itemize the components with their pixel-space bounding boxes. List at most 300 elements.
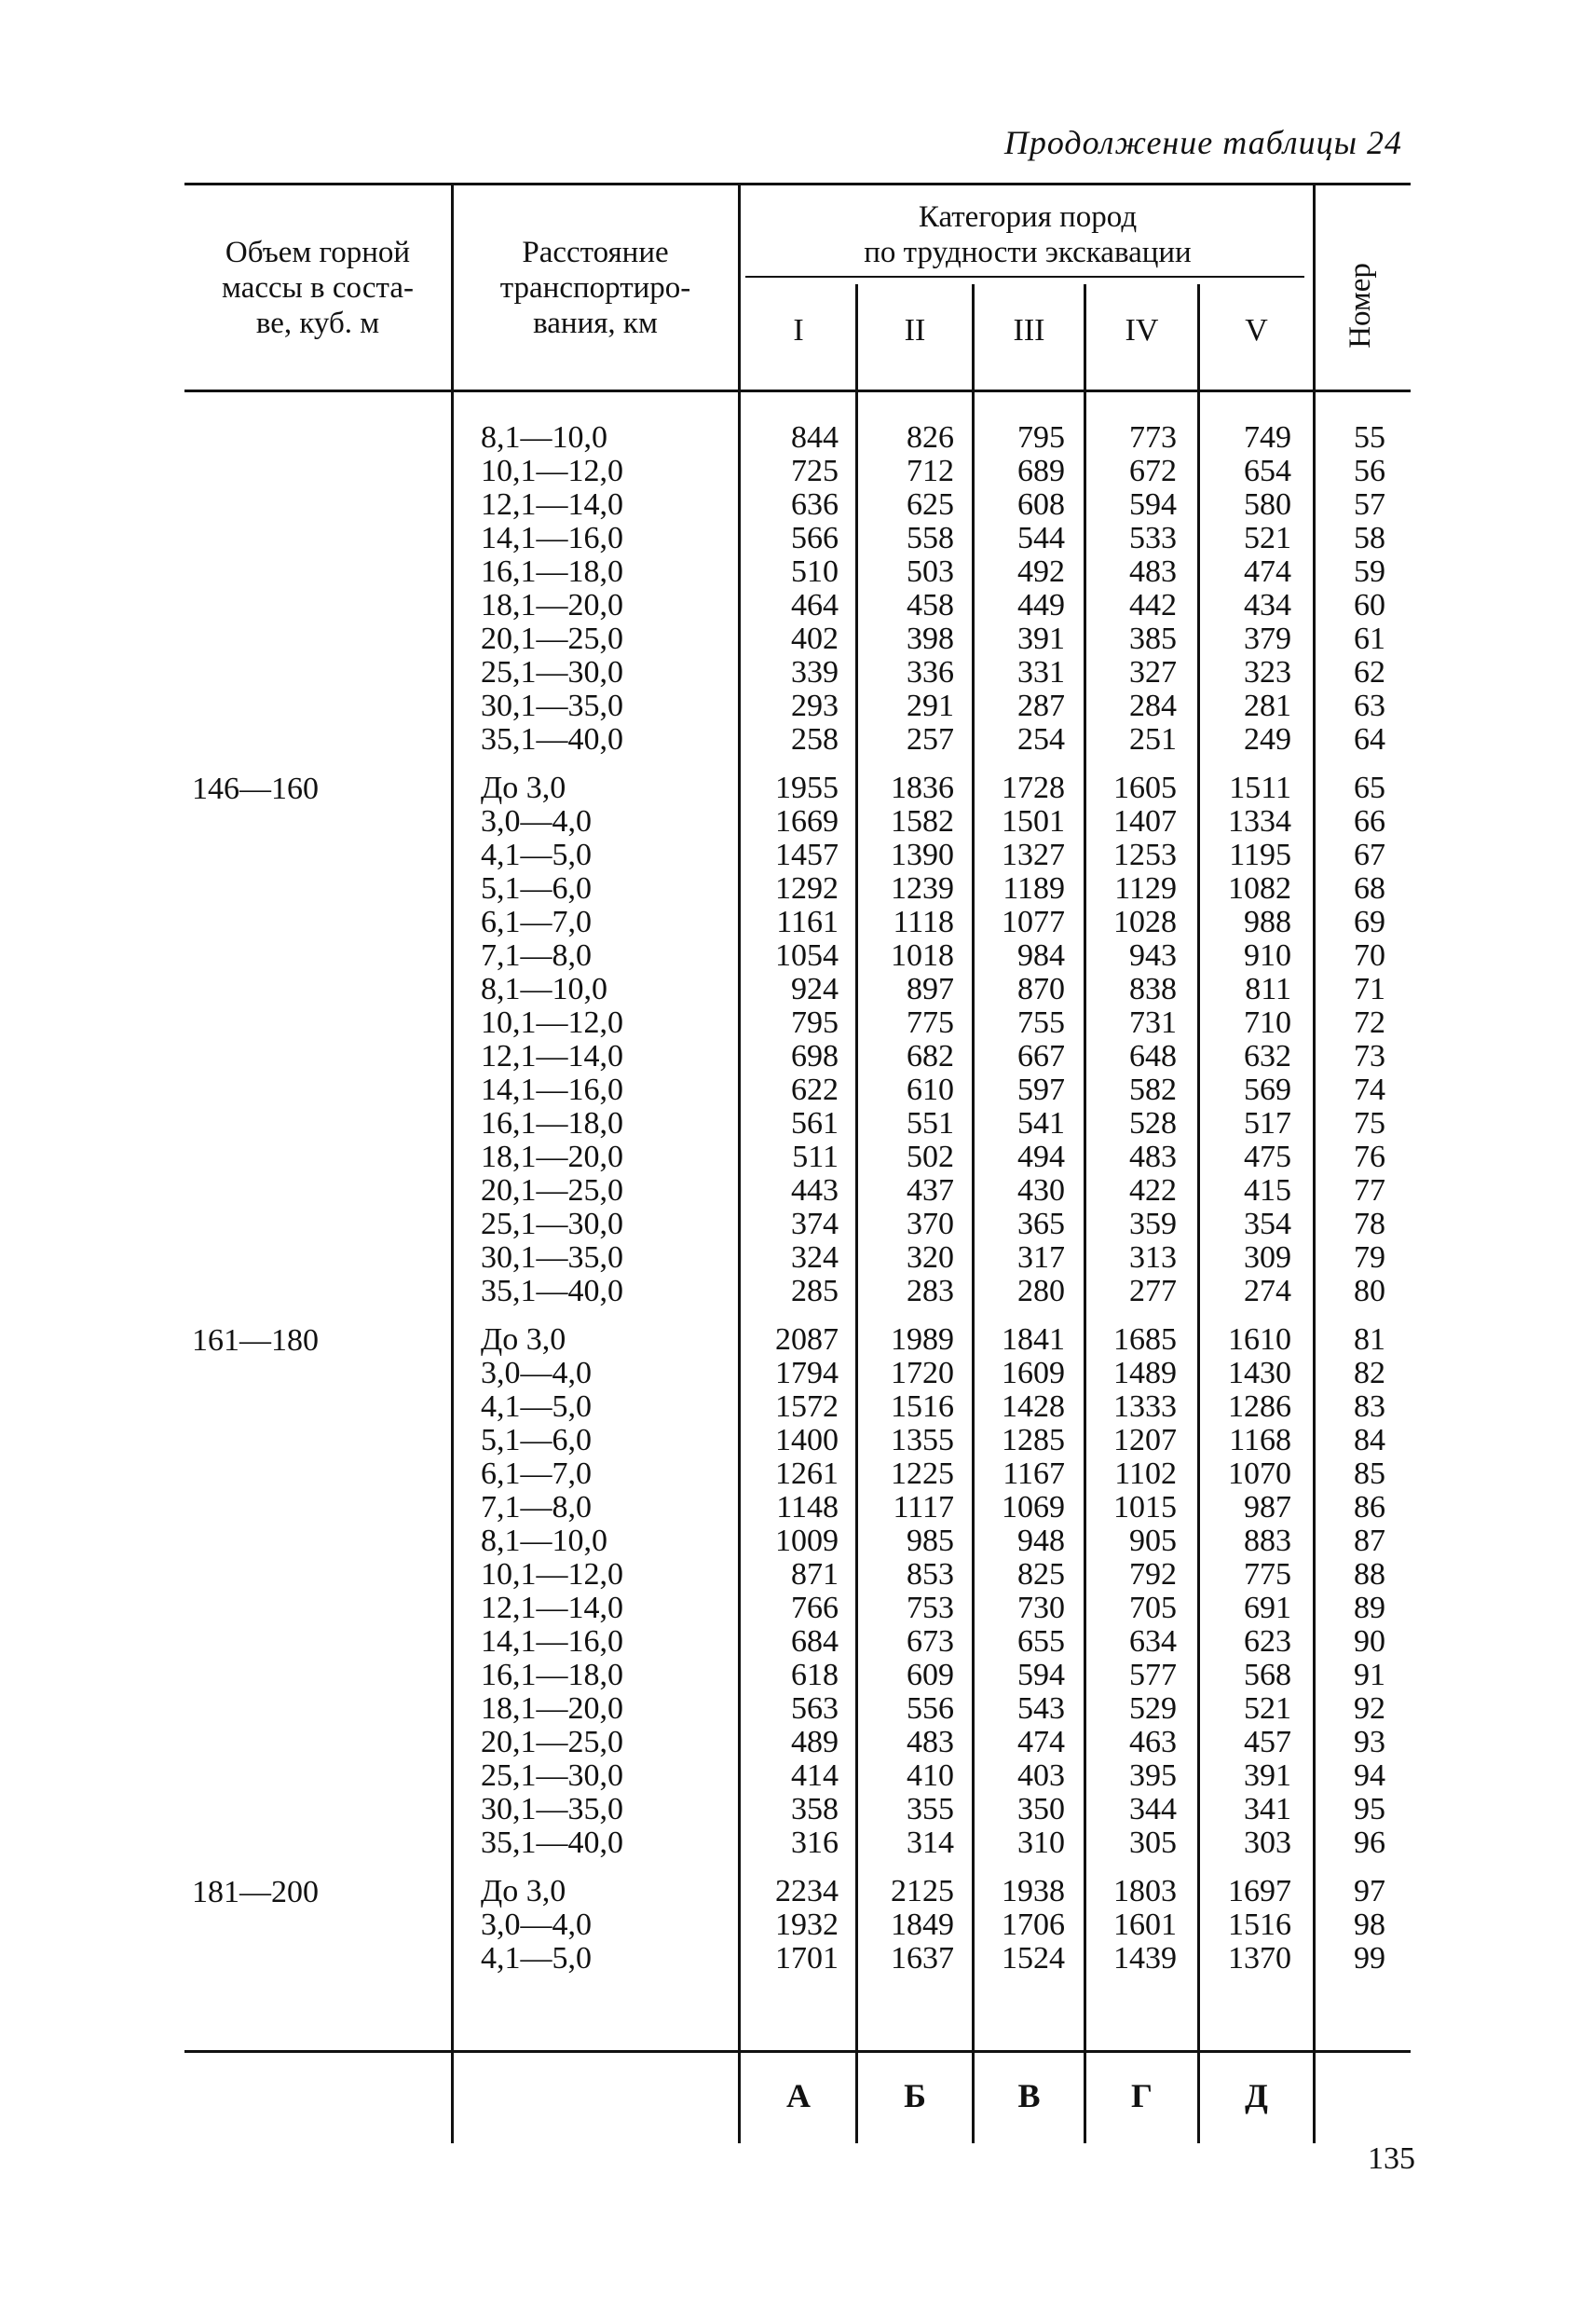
value-cell: 795 <box>791 1005 839 1040</box>
row-number-cell: 77 <box>1354 1173 1385 1208</box>
value-cell: 905 <box>1129 1524 1177 1558</box>
footer-letter-v: В <box>1017 2077 1041 2114</box>
value-cell: 274 <box>1244 1274 1291 1308</box>
value-cell: 1069 <box>1002 1490 1065 1525</box>
value-cell: 698 <box>791 1039 839 1073</box>
category-label-4: IV <box>1125 313 1159 348</box>
row-number-cell: 87 <box>1354 1524 1385 1558</box>
value-cell: 2234 <box>775 1874 839 1908</box>
value-cell: 1167 <box>1003 1456 1065 1491</box>
header-distance <box>453 235 738 341</box>
value-cell: 948 <box>1017 1524 1065 1558</box>
row-number-cell: 71 <box>1354 972 1385 1006</box>
value-cell: 344 <box>1129 1792 1177 1826</box>
value-cell: 303 <box>1244 1826 1291 1860</box>
value-cell: 350 <box>1017 1792 1065 1826</box>
header-category-line: Категория пород <box>918 200 1138 234</box>
value-cell: 1327 <box>1002 838 1065 872</box>
value-cell: 1720 <box>891 1356 954 1390</box>
value-cell: 755 <box>1017 1005 1065 1040</box>
value-cell: 331 <box>1017 655 1065 690</box>
value-cell: 2087 <box>775 1322 839 1357</box>
header-volume-line: ве, куб. м <box>255 307 380 340</box>
value-cell: 541 <box>1017 1106 1065 1141</box>
value-cell: 517 <box>1244 1106 1291 1141</box>
value-cell: 844 <box>791 420 839 455</box>
row-number-cell: 99 <box>1354 1941 1385 1976</box>
value-cell: 1849 <box>891 1908 954 1942</box>
value-cell: 1054 <box>775 938 839 973</box>
value-cell: 341 <box>1244 1792 1291 1826</box>
value-cell: 1989 <box>891 1322 954 1357</box>
row-number-cell: 78 <box>1354 1207 1385 1241</box>
category-label-3: III <box>1013 313 1045 348</box>
value-cell: 654 <box>1244 454 1291 488</box>
row-number-cell: 57 <box>1354 487 1385 522</box>
value-cell: 1018 <box>891 938 954 973</box>
value-cell: 673 <box>907 1624 954 1659</box>
value-cell: 1794 <box>775 1356 839 1390</box>
row-number-cell: 93 <box>1354 1725 1385 1759</box>
footer-letter-b: Б <box>904 2077 926 2114</box>
row-number-cell: 60 <box>1354 588 1385 622</box>
value-cell: 561 <box>791 1106 839 1141</box>
row-number-cell: 73 <box>1354 1039 1385 1073</box>
value-cell: 358 <box>791 1792 839 1826</box>
value-cell: 1637 <box>891 1941 954 1976</box>
value-cell: 1524 <box>1002 1941 1065 1976</box>
value-cell: 1605 <box>1113 771 1177 805</box>
value-cell: 775 <box>907 1005 954 1040</box>
value-cell: 494 <box>1017 1140 1065 1174</box>
value-cell: 280 <box>1017 1274 1065 1308</box>
value-cell: 1129 <box>1114 871 1177 906</box>
value-cell: 1292 <box>775 871 839 906</box>
value-cell: 1195 <box>1229 838 1291 872</box>
value-cell: 443 <box>791 1173 839 1208</box>
value-cell: 1428 <box>1002 1389 1065 1424</box>
value-cell: 608 <box>1017 487 1065 522</box>
value-cell: 464 <box>791 588 839 622</box>
value-cell: 415 <box>1244 1173 1291 1208</box>
value-cell: 529 <box>1129 1691 1177 1726</box>
category-label-5: V <box>1245 313 1268 348</box>
row-number-cell: 76 <box>1354 1140 1385 1174</box>
value-cell: 580 <box>1244 487 1291 522</box>
value-cell: 1439 <box>1113 1941 1177 1976</box>
category-label-2: II <box>904 313 926 348</box>
row-number-cell: 85 <box>1354 1456 1385 1491</box>
value-cell: 569 <box>1244 1073 1291 1107</box>
header-volume-line: Объем горной <box>225 236 411 269</box>
value-cell: 1511 <box>1229 771 1291 805</box>
row-number-cell: 67 <box>1354 838 1385 872</box>
value-cell: 811 <box>1245 972 1291 1006</box>
value-cell: 689 <box>1017 454 1065 488</box>
value-cell: 1333 <box>1113 1389 1177 1424</box>
value-cell: 883 <box>1244 1524 1291 1558</box>
value-cell: 324 <box>791 1240 839 1275</box>
value-cell: 320 <box>907 1240 954 1275</box>
value-cell: 323 <box>1244 655 1291 690</box>
value-cell: 391 <box>1244 1758 1291 1793</box>
row-number-cell: 61 <box>1354 622 1385 656</box>
row-number-cell: 89 <box>1354 1591 1385 1625</box>
value-cell: 1285 <box>1002 1423 1065 1457</box>
value-cell: 1938 <box>1002 1874 1065 1908</box>
row-number-cell: 79 <box>1354 1240 1385 1275</box>
value-cell: 483 <box>907 1725 954 1759</box>
row-number-cell: 95 <box>1354 1792 1385 1826</box>
value-cell: 1407 <box>1113 804 1177 839</box>
value-cell: 1225 <box>891 1456 954 1491</box>
value-cell: 502 <box>907 1140 954 1174</box>
value-cell: 458 <box>907 588 954 622</box>
value-cell: 1355 <box>891 1423 954 1457</box>
value-cell: 985 <box>907 1524 954 1558</box>
value-cell: 1685 <box>1113 1322 1177 1357</box>
value-cell: 712 <box>907 454 954 488</box>
footer-letter-d: Д <box>1245 2077 1268 2114</box>
body-bottom-rule <box>184 2050 1411 2053</box>
value-cell: 359 <box>1129 1207 1177 1241</box>
header-volume-line: массы в соста- <box>222 271 414 305</box>
row-number-cell: 98 <box>1354 1908 1385 1942</box>
value-cell: 370 <box>907 1207 954 1241</box>
value-cell: 597 <box>1017 1073 1065 1107</box>
value-cell: 521 <box>1244 1691 1291 1726</box>
value-cell: 731 <box>1129 1005 1177 1040</box>
row-number-cell: 62 <box>1354 655 1385 690</box>
header-distance-line: Расстояние <box>522 236 669 269</box>
value-cell: 655 <box>1017 1624 1065 1659</box>
row-number-cell: 82 <box>1354 1356 1385 1390</box>
value-cell: 551 <box>907 1106 954 1141</box>
value-cell: 1102 <box>1114 1456 1177 1491</box>
value-cell: 379 <box>1244 622 1291 656</box>
row-number-cell: 56 <box>1354 454 1385 488</box>
value-cell: 284 <box>1129 689 1177 723</box>
value-cell: 870 <box>1017 972 1065 1006</box>
value-cell: 577 <box>1129 1658 1177 1692</box>
row-number-cell: 74 <box>1354 1073 1385 1107</box>
row-number-cell: 75 <box>1354 1106 1385 1141</box>
header-distance-line: транспортиро- <box>499 271 691 305</box>
row-number-cell: 81 <box>1354 1322 1385 1357</box>
value-cell: 1701 <box>775 1941 839 1976</box>
value-cell: 1082 <box>1228 871 1291 906</box>
value-cell: 594 <box>1129 487 1177 522</box>
row-number-cell: 58 <box>1354 521 1385 555</box>
value-cell: 1457 <box>775 838 839 872</box>
value-cell: 483 <box>1129 554 1177 589</box>
value-cell: 1841 <box>1002 1322 1065 1357</box>
row-number-cell: 63 <box>1354 689 1385 723</box>
value-cell: 457 <box>1244 1725 1291 1759</box>
value-cell: 281 <box>1244 689 1291 723</box>
value-cell: 1253 <box>1113 838 1177 872</box>
header-bottom-rule <box>184 390 1411 392</box>
value-cell: 766 <box>791 1591 839 1625</box>
value-cell: 1239 <box>891 871 954 906</box>
value-cell: 853 <box>907 1557 954 1592</box>
value-cell: 1501 <box>1002 804 1065 839</box>
value-cell: 1836 <box>891 771 954 805</box>
value-cell: 792 <box>1129 1557 1177 1592</box>
value-cell: 1430 <box>1228 1356 1291 1390</box>
value-cell: 310 <box>1017 1826 1065 1860</box>
value-cell: 257 <box>907 722 954 757</box>
value-cell: 775 <box>1244 1557 1291 1592</box>
header-category-line: по трудности экскавации <box>864 236 1192 269</box>
value-cell: 313 <box>1129 1240 1177 1275</box>
value-cell: 430 <box>1017 1173 1065 1208</box>
value-cell: 414 <box>791 1758 839 1793</box>
value-cell: 254 <box>1017 722 1065 757</box>
document-page: Продолжение таблицы 24 Объем горной массы в соста- ве, куб. м Расстояние транспортиро- вания, км Категория пород по трудности экскавации I II III IV V Номер 146—160 161—180 181—200 8,1—10,0 10,1—12,0 12,1—14,0 14,1—16,0 16,1—18,0 18,1—20,0 20,1—25,0 25,1—30,0 30,1—35,0 35,1—40,0 До 3,0 3,0—4,0 4,1—5,0 5,1—6,0 6,1—7,0 7,1—8,0 8,1—10,0 10,1—12,0 12,1—14,0 14,1—16,0 16,1—18,0 18,1—20,0 20,1—25,0 25,1—30,0 30,1—35,0 35,1—40,0 До 3,0 3,0—4,0 4,1—5,0 5,1—6,0 6,1—7,0 7,1—8,0 8,1—10,0 10,1—12,0 12,1—14,0 14,1—16,0 16,1—18,0 18,1—20,0 20,1—25,0 25,1—30,0 30,1—35,0 35,1—40,0 До 3,0 3,0—4,0 4,1—5,0 844 725 636 566 510 464 402 339 293 258 1955 1669 1457 1292 1161 1054 924 795 698 622 561 511 443 374 324 285 2087 1794 1572 1400 1261 1148 1009 871 766 684 618 563 489 414 358 316 2234 1932 1701 826 712 625 558 503 458 398 336 291 257 1836 1582 1390 1239 1118 1018 897 775 682 610 551 502 437 370 320 283 1989 1720 1516 1355 1225 1117 985 853 753 673 609 556 483 410 355 314 2125 1849 1637 795 689 608 544 492 449 391 331 287 254 1728 1501 1327 1189 1077 984 870 755 667 597 541 494 430 365 317 280 1841 1609 1428 1285 1167 1069 948 825 730 655 594 543 474 403 350 310 1938 1706 1524 773 672 594 533 483 442 385 327 284 251 1605 1407 1253 1129 1028 943 838 731 648 582 528 483 422 359 313 277 1685 1489 1333 1207 1102 1015 905 792 705 634 577 529 463 395 344 305 1803 1601 1439 749 654 580 521 474 434 379 323 281 249 1511 1334 1195 1082 988 910 811 710 632 569 517 475 415 354 309 274 1610 1430 1286 1168 1070 987 883 775 691 623 568 521 457 391 341 303 1697 1516 1370 55 56 57 58 59 60 61 62 63 64 65 66 67 68 69 70 71 72 73 74 75 76 77 78 79 80 81 82 83 84 85 86 87 88 89 90 91 92 93 94 95 96 97 98 99 А Б В Г Д 135 <box>0 0 1596 2311</box>
value-cell: 402 <box>791 622 839 656</box>
value-cell: 558 <box>907 521 954 555</box>
value-cell: 309 <box>1244 1240 1291 1275</box>
value-cell: 291 <box>907 689 954 723</box>
value-cell: 648 <box>1129 1039 1177 1073</box>
row-number-cell: 94 <box>1354 1758 1385 1793</box>
value-cell: 1028 <box>1113 905 1177 939</box>
value-cell: 510 <box>791 554 839 589</box>
value-cell: 442 <box>1129 588 1177 622</box>
value-cell: 463 <box>1129 1725 1177 1759</box>
value-cell: 924 <box>791 972 839 1006</box>
volume-range: 146—160 <box>192 772 319 806</box>
value-cell: 474 <box>1017 1725 1065 1759</box>
col-divider-cat-1 <box>855 284 858 2143</box>
row-number-cell: 88 <box>1354 1557 1385 1592</box>
value-cell: 691 <box>1244 1591 1291 1625</box>
value-cell: 623 <box>1244 1624 1291 1659</box>
value-cell: 365 <box>1017 1207 1065 1241</box>
value-cell: 314 <box>907 1826 954 1860</box>
value-cell: 283 <box>907 1274 954 1308</box>
value-cell: 1070 <box>1228 1456 1291 1491</box>
value-cell: 749 <box>1244 420 1291 455</box>
row-number-cell: 80 <box>1354 1274 1385 1308</box>
value-cell: 287 <box>1017 689 1065 723</box>
value-cell: 1697 <box>1228 1874 1291 1908</box>
value-cell: 1669 <box>775 804 839 839</box>
footer-letter-g: Г <box>1131 2077 1153 2114</box>
row-number-cell: 86 <box>1354 1490 1385 1525</box>
page-number: 135 <box>1368 2141 1415 2176</box>
value-cell: 1161 <box>776 905 839 939</box>
row-number-cell: 69 <box>1354 905 1385 939</box>
value-cell: 795 <box>1017 420 1065 455</box>
value-cell: 622 <box>791 1073 839 1107</box>
value-cell: 391 <box>1017 622 1065 656</box>
value-cell: 374 <box>791 1207 839 1241</box>
category-label-1: I <box>793 313 804 348</box>
value-cell: 1610 <box>1228 1322 1291 1357</box>
value-cell: 568 <box>1244 1658 1291 1692</box>
row-number-cell: 72 <box>1354 1005 1385 1040</box>
value-cell: 503 <box>907 554 954 589</box>
value-cell: 1582 <box>891 804 954 839</box>
value-cell: 566 <box>791 521 839 555</box>
row-number-cell: 65 <box>1354 771 1385 805</box>
value-cell: 483 <box>1129 1140 1177 1174</box>
value-cell: 336 <box>907 655 954 690</box>
value-cell: 988 <box>1244 905 1291 939</box>
value-cell: 773 <box>1129 420 1177 455</box>
value-cell: 293 <box>791 689 839 723</box>
volume-range: 181—200 <box>192 1875 319 1909</box>
row-number-cell: 92 <box>1354 1691 1385 1726</box>
value-cell: 987 <box>1244 1490 1291 1525</box>
value-cell: 1706 <box>1002 1908 1065 1942</box>
value-cell: 339 <box>791 655 839 690</box>
value-cell: 354 <box>1244 1207 1291 1241</box>
value-cell: 625 <box>907 487 954 522</box>
value-cell: 594 <box>1017 1658 1065 1692</box>
row-number-cell: 96 <box>1354 1826 1385 1860</box>
value-cell: 437 <box>907 1173 954 1208</box>
row-number-cell: 70 <box>1354 938 1385 973</box>
value-cell: 910 <box>1244 938 1291 973</box>
value-cell: 610 <box>907 1073 954 1107</box>
value-cell: 1148 <box>776 1490 839 1525</box>
value-cell: 511 <box>792 1140 839 1174</box>
row-number-cell: 66 <box>1354 804 1385 839</box>
footer-letter-a: А <box>786 2077 811 2114</box>
value-cell: 1009 <box>775 1524 839 1558</box>
value-cell: 730 <box>1017 1591 1065 1625</box>
value-cell: 1168 <box>1229 1423 1291 1457</box>
value-cell: 1207 <box>1113 1423 1177 1457</box>
value-cell: 1572 <box>775 1389 839 1424</box>
value-cell: 2125 <box>891 1874 954 1908</box>
row-number-cell: 97 <box>1354 1874 1385 1908</box>
value-cell: 582 <box>1129 1073 1177 1107</box>
value-cell: 521 <box>1244 521 1291 555</box>
value-cell: 1516 <box>891 1389 954 1424</box>
row-number-cell: 90 <box>1354 1624 1385 1659</box>
value-cell: 1601 <box>1113 1908 1177 1942</box>
value-cell: 251 <box>1129 722 1177 757</box>
value-cell: 277 <box>1129 1274 1177 1308</box>
value-cell: 317 <box>1017 1240 1065 1275</box>
header-distance-line: вания, км <box>533 307 658 340</box>
value-cell: 1516 <box>1228 1908 1291 1942</box>
value-cell: 474 <box>1244 554 1291 589</box>
value-cell: 563 <box>791 1691 839 1726</box>
value-cell: 1728 <box>1002 771 1065 805</box>
value-cell: 556 <box>907 1691 954 1726</box>
value-cell: 710 <box>1244 1005 1291 1040</box>
row-number-cell: 83 <box>1354 1389 1385 1424</box>
row-number-cell: 59 <box>1354 554 1385 589</box>
value-cell: 403 <box>1017 1758 1065 1793</box>
header-volume <box>184 235 451 341</box>
value-cell: 667 <box>1017 1039 1065 1073</box>
value-cell: 422 <box>1129 1173 1177 1208</box>
value-cell: 632 <box>1244 1039 1291 1073</box>
value-cell: 634 <box>1129 1624 1177 1659</box>
value-cell: 1489 <box>1113 1356 1177 1390</box>
header-number: Номер <box>1344 263 1377 349</box>
value-cell: 1118 <box>893 905 954 939</box>
value-cell: 943 <box>1129 938 1177 973</box>
value-cell: 871 <box>791 1557 839 1592</box>
value-cell: 1334 <box>1228 804 1291 839</box>
value-cell: 1803 <box>1113 1874 1177 1908</box>
value-cell: 327 <box>1129 655 1177 690</box>
value-cell: 492 <box>1017 554 1065 589</box>
value-cell: 1609 <box>1002 1356 1065 1390</box>
header-top-rule <box>184 183 1411 185</box>
value-cell: 825 <box>1017 1557 1065 1592</box>
value-cell: 1117 <box>893 1490 954 1525</box>
value-cell: 398 <box>907 622 954 656</box>
row-number-cell: 64 <box>1354 722 1385 757</box>
value-cell: 355 <box>907 1792 954 1826</box>
value-cell: 705 <box>1129 1591 1177 1625</box>
row-number-cell: 91 <box>1354 1658 1385 1692</box>
value-cell: 1189 <box>1003 871 1065 906</box>
value-cell: 725 <box>791 454 839 488</box>
value-cell: 1955 <box>775 771 839 805</box>
value-cell: 305 <box>1129 1826 1177 1860</box>
value-cell: 1932 <box>775 1908 839 1942</box>
col-divider-volume <box>451 183 454 2143</box>
value-cell: 410 <box>907 1758 954 1793</box>
value-cell: 618 <box>791 1658 839 1692</box>
value-cell: 285 <box>791 1274 839 1308</box>
value-cell: 316 <box>791 1826 839 1860</box>
value-cell: 826 <box>907 420 954 455</box>
table-caption: Продолжение таблицы 24 <box>1003 124 1402 161</box>
value-cell: 838 <box>1129 972 1177 1006</box>
value-cell: 897 <box>907 972 954 1006</box>
value-cell: 258 <box>791 722 839 757</box>
value-cell: 1261 <box>775 1456 839 1491</box>
value-cell: 249 <box>1244 722 1291 757</box>
value-cell: 682 <box>907 1039 954 1073</box>
value-cell: 544 <box>1017 521 1065 555</box>
header-category <box>742 199 1314 270</box>
value-cell: 1400 <box>775 1423 839 1457</box>
value-cell: 489 <box>791 1725 839 1759</box>
value-cell: 984 <box>1017 938 1065 973</box>
row-number-cell: 84 <box>1354 1423 1385 1457</box>
col-divider-number <box>1313 183 1316 2143</box>
value-cell: 672 <box>1129 454 1177 488</box>
value-cell: 1370 <box>1228 1941 1291 1976</box>
value-cell: 449 <box>1017 588 1065 622</box>
value-cell: 753 <box>907 1591 954 1625</box>
volume-range: 161—180 <box>192 1323 319 1358</box>
value-cell: 1015 <box>1113 1490 1177 1525</box>
value-cell: 528 <box>1129 1106 1177 1141</box>
value-cell: 475 <box>1244 1140 1291 1174</box>
value-cell: 1286 <box>1228 1389 1291 1424</box>
value-cell: 434 <box>1244 588 1291 622</box>
value-cell: 636 <box>791 487 839 522</box>
value-cell: 395 <box>1129 1758 1177 1793</box>
row-number-cell: 68 <box>1354 871 1385 906</box>
value-cell: 1390 <box>891 838 954 872</box>
value-cell: 609 <box>907 1658 954 1692</box>
value-cell: 385 <box>1129 622 1177 656</box>
value-cell: 684 <box>791 1624 839 1659</box>
